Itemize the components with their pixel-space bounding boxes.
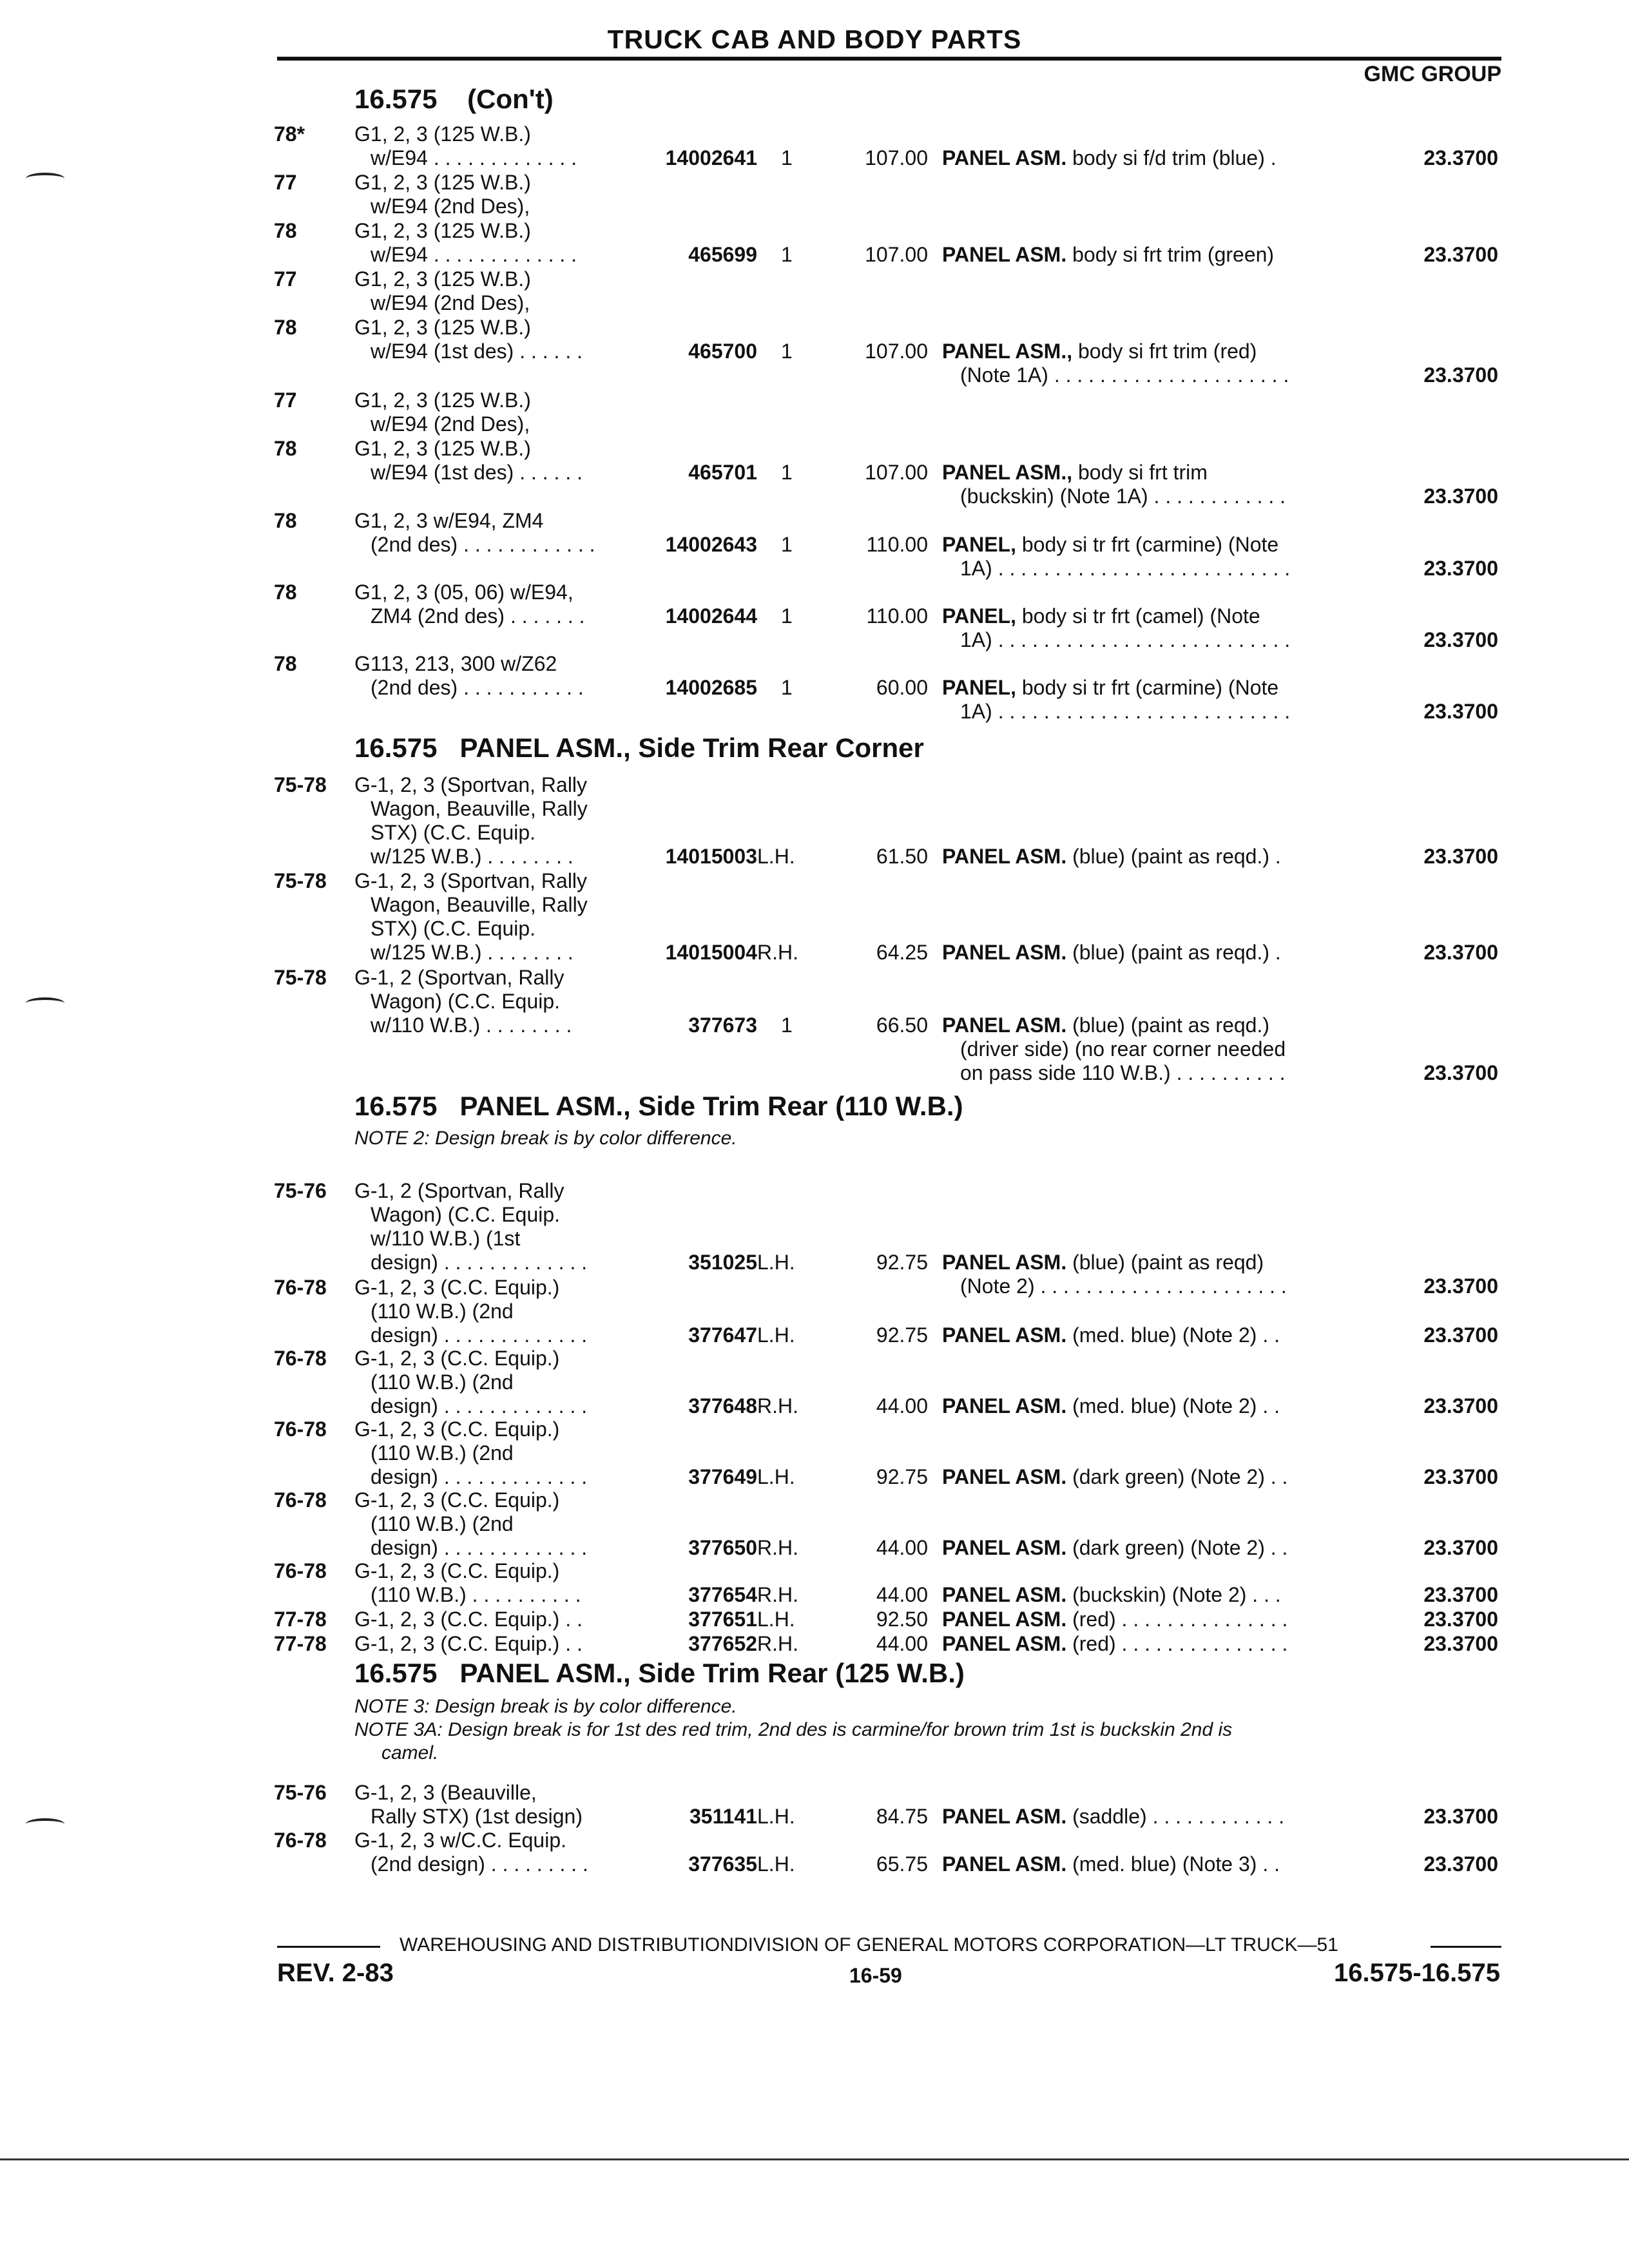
part-description-bold: PANEL, <box>942 533 1016 556</box>
note: NOTE 2: Design break is by color difference. <box>354 1128 737 1149</box>
part-description <box>942 1014 1269 1037</box>
footer-rule <box>1431 1946 1501 1948</box>
application-line: G1, 2, 3 (125 W.B.) <box>354 122 531 146</box>
group-number: 23.3700 <box>1423 243 1498 266</box>
group-number: 23.3700 <box>1423 941 1498 964</box>
part-description-text: on pass side 110 W.B.) . . . . . . . . . . <box>960 1061 1286 1084</box>
quantity: R.H. <box>757 1583 798 1606</box>
part-description <box>960 1037 1286 1061</box>
application-line: (110 W.B.) (2nd <box>371 1441 514 1465</box>
part-description-text: 1A) . . . . . . . . . . . . . . . . . . . . . . . . . . <box>960 557 1291 580</box>
model-year: 78 <box>274 581 297 604</box>
application-line: design) . . . . . . . . . . . . . <box>371 1323 588 1347</box>
part-description <box>942 1536 1287 1560</box>
part-description-text: (med. blue) (Note 2) . . <box>1066 1323 1280 1347</box>
model-year: 75-78 <box>274 773 327 796</box>
part-description-text: (blue) (paint as reqd.) . <box>1066 845 1281 868</box>
group-number: 23.3700 <box>1423 845 1498 868</box>
application-line: G1, 2, 3 (125 W.B.) <box>354 267 531 291</box>
group-number: 23.3700 <box>1423 1805 1498 1828</box>
price: 84.75 <box>876 1805 928 1828</box>
part-description-bold: PANEL, <box>942 604 1016 628</box>
model-year: 77 <box>274 389 297 412</box>
quantity: R.H. <box>757 1632 798 1655</box>
application-line: w/E94 (1st des) . . . . . . <box>371 461 583 484</box>
model-year: 77 <box>274 171 297 194</box>
application-line: G-1, 2, 3 (C.C. Equip.) . . <box>354 1632 583 1655</box>
part-description <box>942 941 1281 965</box>
part-number: 377635 <box>688 1852 757 1876</box>
part-description <box>942 1251 1264 1274</box>
application-line: G-1, 2 (Sportvan, Rally <box>354 1179 564 1202</box>
group-number: 23.3700 <box>1423 1632 1498 1655</box>
part-description-bold: PANEL ASM., <box>942 340 1073 363</box>
model-year: 76-78 <box>274 1559 327 1582</box>
application-line: G1, 2, 3 (125 W.B.) <box>354 389 531 412</box>
model-year: 75-78 <box>274 966 327 989</box>
application-line: G1, 2, 3 (05, 06) w/E94, <box>354 581 574 604</box>
group-number: 23.3700 <box>1423 557 1498 580</box>
part-description-text: body si frt trim <box>1072 461 1208 484</box>
model-year: 77 <box>274 267 297 291</box>
price: 44.00 <box>876 1583 928 1606</box>
hole-punch-mark <box>26 1818 64 1830</box>
page-title: TRUCK CAB AND BODY PARTS <box>607 24 1022 54</box>
quantity: 1 <box>781 243 793 266</box>
model-year: 78 <box>274 437 297 460</box>
model-year: 75-76 <box>274 1781 327 1804</box>
part-description-text: (med. blue) (Note 2) . . <box>1066 1394 1280 1418</box>
price: 92.75 <box>876 1465 928 1488</box>
part-description-bold: PANEL ASM. <box>942 1251 1067 1274</box>
part-description-bold: PANEL ASM. <box>942 1608 1067 1631</box>
part-description-text: (med. blue) (Note 3) . . <box>1066 1852 1280 1876</box>
quantity: L.H. <box>757 1852 795 1876</box>
part-description <box>960 700 1290 724</box>
quantity: L.H. <box>757 1323 795 1347</box>
part-number: 14015004 <box>665 941 757 964</box>
group-number: 23.3700 <box>1423 1608 1498 1631</box>
application-line: (110 W.B.) . . . . . . . . . . <box>371 1583 581 1606</box>
price: 44.00 <box>876 1394 928 1418</box>
part-description-text: (red) . . . . . . . . . . . . . . . <box>1066 1608 1288 1631</box>
application-line: (110 W.B.) (2nd <box>371 1300 514 1323</box>
part-description <box>960 363 1289 387</box>
price: 107.00 <box>865 461 928 484</box>
price: 65.75 <box>876 1852 928 1876</box>
group-number: 23.3700 <box>1423 1536 1498 1559</box>
section-heading <box>354 84 554 115</box>
note: NOTE 3: Design break is by color difference. <box>354 1696 737 1717</box>
part-description <box>942 243 1274 267</box>
section-heading <box>354 1658 965 1689</box>
note: NOTE 3A: Design break is for 1st des red trim, 2nd des is carmine/for brown trim 1st is buckskin 2nd is <box>354 1719 1233 1740</box>
part-number: 377673 <box>688 1014 757 1037</box>
part-description-text: (buckskin) (Note 2) . . . <box>1066 1583 1281 1606</box>
group-number: 23.3700 <box>1423 1323 1498 1347</box>
price: 92.50 <box>876 1608 928 1631</box>
model-year: 76-78 <box>274 1418 327 1441</box>
hole-punch-mark <box>26 173 64 184</box>
group-number: 23.3700 <box>1423 628 1498 651</box>
application-line: G1, 2, 3 (125 W.B.) <box>354 219 531 242</box>
application-line: design) . . . . . . . . . . . . . <box>371 1394 588 1418</box>
application-line: G-1, 2, 3 (C.C. Equip.) <box>354 1488 560 1512</box>
price: 110.00 <box>866 533 928 556</box>
part-number: 351025 <box>688 1251 757 1274</box>
part-number: 351141 <box>689 1805 757 1828</box>
part-description-bold: PANEL ASM. <box>942 1394 1067 1418</box>
model-year: 78 <box>274 509 297 532</box>
part-description-bold: PANEL ASM. <box>942 845 1067 868</box>
price: 64.25 <box>876 941 928 964</box>
section-heading <box>354 1091 963 1122</box>
application-line: ZM4 (2nd des) . . . . . . . <box>371 604 585 628</box>
part-number: 14002644 <box>665 604 757 628</box>
application-line: G-1, 2, 3 (Beauville, <box>354 1781 537 1804</box>
application-line: G1, 2, 3 (125 W.B.) <box>354 171 531 194</box>
model-year: 75-78 <box>274 869 327 892</box>
quantity: L.H. <box>757 1465 795 1488</box>
group-number: 23.3700 <box>1423 700 1498 723</box>
application-line: w/E94 (2nd Des), <box>371 291 530 314</box>
part-description-text: (blue) (paint as reqd.) . <box>1066 941 1281 964</box>
application-line: Wagon, Beauville, Rally <box>371 797 588 820</box>
part-description-text: body si tr frt (camel) (Note <box>1016 604 1260 628</box>
part-description-text: 1A) . . . . . . . . . . . . . . . . . . . . . . . . . . <box>960 628 1291 651</box>
section-number: 16.575 <box>354 1658 438 1688</box>
price: 107.00 <box>865 340 928 363</box>
part-description <box>942 461 1208 485</box>
application-line: Wagon, Beauville, Rally <box>371 893 588 916</box>
application-line: w/E94 (1st des) . . . . . . <box>371 340 583 363</box>
page-number: 16-59 <box>849 1964 902 1987</box>
quantity: L.H. <box>757 1608 795 1631</box>
model-year: 78* <box>274 122 305 146</box>
part-description-bold: PANEL ASM. <box>942 243 1067 266</box>
part-description-bold: PANEL ASM. <box>942 1014 1067 1037</box>
part-description-text: (dark green) (Note 2) . . <box>1066 1465 1288 1488</box>
part-number: 465700 <box>688 340 757 363</box>
quantity: R.H. <box>757 941 798 964</box>
section-name: PANEL ASM., Side Trim Rear Corner <box>459 733 924 763</box>
part-description <box>942 533 1278 557</box>
quantity: R.H. <box>757 1536 798 1559</box>
application-line: w/E94 (2nd Des), <box>371 195 530 218</box>
application-line: (110 W.B.) (2nd <box>371 1370 514 1394</box>
part-description <box>960 485 1286 508</box>
application-line: G-1, 2, 3 (C.C. Equip.) <box>354 1276 560 1299</box>
application-line: w/E94 . . . . . . . . . . . . . <box>371 146 577 169</box>
part-number: 14015003 <box>665 845 757 868</box>
part-description <box>942 340 1257 363</box>
revision: REV. 2-83 <box>277 1959 394 1987</box>
part-number: 465699 <box>688 243 757 266</box>
part-description-text: (Note 2) . . . . . . . . . . . . . . . . . . . . . . <box>960 1274 1287 1298</box>
application-line: G1, 2, 3 w/E94, ZM4 <box>354 509 544 532</box>
group-number: 23.3700 <box>1423 146 1498 169</box>
price: 107.00 <box>865 243 928 266</box>
group-number: 23.3700 <box>1423 1465 1498 1488</box>
part-number: 377650 <box>688 1536 757 1559</box>
part-description <box>960 557 1290 581</box>
model-year: 76-78 <box>274 1488 327 1512</box>
part-description <box>942 604 1260 628</box>
quantity: R.H. <box>757 1394 798 1418</box>
application-line: (2nd des) . . . . . . . . . . . . <box>371 533 595 556</box>
part-description <box>942 146 1277 170</box>
group-number: 23.3700 <box>1423 1394 1498 1418</box>
quantity: 1 <box>781 146 793 169</box>
model-year: 76-78 <box>274 1347 327 1370</box>
quantity: L.H. <box>757 845 795 868</box>
application-line: G113, 213, 300 w/Z62 <box>354 652 557 675</box>
group-label: GMC GROUP <box>1364 62 1501 86</box>
model-year: 77-78 <box>274 1608 327 1631</box>
model-year: 78 <box>274 316 297 339</box>
part-description-text: body si frt trim (green) <box>1066 243 1275 266</box>
part-description <box>942 1632 1287 1656</box>
part-description-bold: PANEL, <box>942 676 1016 699</box>
part-description <box>942 676 1278 700</box>
part-description-bold: PANEL ASM. <box>942 146 1067 169</box>
part-description <box>960 1274 1287 1298</box>
application-line: (2nd des) . . . . . . . . . . . <box>371 676 584 699</box>
price: 107.00 <box>865 146 928 169</box>
price: 60.00 <box>876 676 928 699</box>
section-name: PANEL ASM., Side Trim Rear (110 W.B.) <box>459 1091 963 1121</box>
application-line: w/E94 . . . . . . . . . . . . . <box>371 243 577 266</box>
part-description-bold: PANEL ASM. <box>942 1323 1067 1347</box>
group-number: 23.3700 <box>1423 1583 1498 1606</box>
part-number: 465701 <box>688 461 757 484</box>
group-number: 23.3700 <box>1423 1274 1498 1298</box>
price: 92.75 <box>876 1251 928 1274</box>
application-line: G-1, 2, 3 (C.C. Equip.) <box>354 1418 560 1441</box>
price: 66.50 <box>876 1014 928 1037</box>
application-line: design) . . . . . . . . . . . . . <box>371 1251 588 1274</box>
model-year: 75-76 <box>274 1179 327 1202</box>
part-description-bold: PANEL ASM. <box>942 1583 1067 1606</box>
application-line: Wagon) (C.C. Equip. <box>371 1203 561 1226</box>
part-description <box>942 1805 1284 1829</box>
part-description-bold: PANEL ASM. <box>942 1536 1067 1559</box>
model-year: 77-78 <box>274 1632 327 1655</box>
price: 61.50 <box>876 845 928 868</box>
group-number: 23.3700 <box>1423 1852 1498 1876</box>
part-description <box>942 1583 1281 1607</box>
application-line: w/E94 (2nd Des), <box>371 412 530 436</box>
part-description-bold: PANEL ASM. <box>942 1465 1067 1488</box>
application-line: w/110 W.B.) . . . . . . . . <box>371 1014 572 1037</box>
part-description-bold: PANEL ASM. <box>942 1852 1067 1876</box>
application-line: G-1, 2, 3 (C.C. Equip.) <box>354 1347 560 1370</box>
part-description-text: body si frt trim (red) <box>1072 340 1257 363</box>
quantity: 1 <box>781 340 793 363</box>
part-number: 14002641 <box>665 146 757 169</box>
note: camel. <box>381 1742 439 1763</box>
part-number: 377649 <box>688 1465 757 1488</box>
part-description-text: (blue) (paint as reqd) <box>1066 1251 1264 1274</box>
application-line: G-1, 2, 3 (Sportvan, Rally <box>354 773 588 796</box>
part-description-bold: PANEL ASM. <box>942 1805 1067 1828</box>
price: 44.00 <box>876 1536 928 1559</box>
section-number: 16.575 <box>354 733 438 763</box>
header-rule <box>277 57 1501 61</box>
quantity: L.H. <box>757 1251 795 1274</box>
quantity: 1 <box>781 676 793 699</box>
application-line: G1, 2, 3 (125 W.B.) <box>354 437 531 460</box>
part-description-bold: PANEL ASM., <box>942 461 1073 484</box>
part-description-text: (buckskin) (Note 1A) . . . . . . . . . . . . <box>960 485 1286 508</box>
part-description <box>942 1394 1280 1418</box>
part-description-text: (driver side) (no rear corner needed <box>960 1037 1286 1061</box>
group-number: 23.3700 <box>1423 363 1498 387</box>
part-number: 377651 <box>688 1608 757 1631</box>
application-line: G-1, 2, 3 (C.C. Equip.) . . <box>354 1608 583 1631</box>
application-line: G-1, 2, 3 w/C.C. Equip. <box>354 1829 567 1852</box>
section-name: (Con't) <box>467 84 554 114</box>
part-number: 14002685 <box>665 676 757 699</box>
part-description-text: (Note 1A) . . . . . . . . . . . . . . . . . . . . . <box>960 363 1289 387</box>
part-description-text: 1A) . . . . . . . . . . . . . . . . . . . . . . . . . . <box>960 700 1291 723</box>
quantity: L.H. <box>757 1805 795 1828</box>
hole-punch-mark <box>26 997 64 1009</box>
group-number: 23.3700 <box>1423 1061 1498 1084</box>
part-description <box>942 1608 1287 1631</box>
part-number: 377652 <box>688 1632 757 1655</box>
quantity: 1 <box>781 461 793 484</box>
application-line: Rally STX) (1st design) <box>371 1805 583 1828</box>
application-line: w/110 W.B.) (1st <box>371 1227 521 1250</box>
model-year: 76-78 <box>274 1829 327 1852</box>
part-number: 377648 <box>688 1394 757 1418</box>
part-description-text: body si tr frt (carmine) (Note <box>1016 533 1279 556</box>
application-line: w/125 W.B.) . . . . . . . . <box>371 941 574 964</box>
part-description-text: (blue) (paint as reqd.) <box>1066 1014 1270 1037</box>
application-line: Wagon) (C.C. Equip. <box>371 990 561 1013</box>
part-description-text: body si tr frt (carmine) (Note <box>1016 676 1279 699</box>
price: 44.00 <box>876 1632 928 1655</box>
application-line: G-1, 2, 3 (C.C. Equip.) <box>354 1559 560 1582</box>
model-year: 78 <box>274 219 297 242</box>
part-description-text: (red) . . . . . . . . . . . . . . . <box>1066 1632 1288 1655</box>
group-number: 23.3700 <box>1423 485 1498 508</box>
part-description-text: (dark green) (Note 2) . . <box>1066 1536 1288 1559</box>
quantity: 1 <box>781 604 793 628</box>
section-number: 16.575 <box>354 1091 438 1121</box>
application-line: G-1, 2 (Sportvan, Rally <box>354 966 564 989</box>
application-line: design) . . . . . . . . . . . . . <box>371 1536 588 1559</box>
model-year: 76-78 <box>274 1276 327 1299</box>
part-description <box>942 1323 1280 1347</box>
application-line: STX) (C.C. Equip. <box>371 821 536 844</box>
part-description-text: body si f/d trim (blue) . <box>1066 146 1277 169</box>
application-line: (2nd design) . . . . . . . . . <box>371 1852 588 1876</box>
application-line: G-1, 2, 3 (Sportvan, Rally <box>354 869 588 892</box>
part-number: 14002643 <box>665 533 757 556</box>
part-description <box>942 845 1281 869</box>
quantity: 1 <box>781 1014 793 1037</box>
model-year: 78 <box>274 652 297 675</box>
section-name: PANEL ASM., Side Trim Rear (125 W.B.) <box>459 1658 965 1688</box>
part-description-bold: PANEL ASM. <box>942 941 1067 964</box>
part-description-bold: PANEL ASM. <box>942 1632 1067 1655</box>
scan-edge-line <box>0 2158 1629 2160</box>
footer-rule <box>277 1946 380 1948</box>
application-line: w/125 W.B.) . . . . . . . . <box>371 845 574 868</box>
application-line: design) . . . . . . . . . . . . . <box>371 1465 588 1488</box>
quantity: 1 <box>781 533 793 556</box>
part-description-text: (saddle) . . . . . . . . . . . . <box>1066 1805 1285 1828</box>
part-description <box>960 628 1290 652</box>
price: 110.00 <box>866 604 928 628</box>
section-heading <box>354 733 924 764</box>
application-line: STX) (C.C. Equip. <box>371 917 536 940</box>
part-description <box>942 1465 1287 1489</box>
part-description <box>960 1061 1286 1085</box>
part-description <box>942 1852 1280 1876</box>
footer-text: WAREHOUSING AND DISTRIBUTIONDIVISION OF GENERAL MOTORS CORPORATION—LT TRUCK—51 <box>400 1934 1338 1956</box>
section-range: 16.575-16.575 <box>1333 1959 1500 1987</box>
application-line: G1, 2, 3 (125 W.B.) <box>354 316 531 339</box>
part-number: 377647 <box>688 1323 757 1347</box>
application-line: (110 W.B.) (2nd <box>371 1512 514 1535</box>
section-number: 16.575 <box>354 84 438 114</box>
part-number: 377654 <box>688 1583 757 1606</box>
price: 92.75 <box>876 1323 928 1347</box>
